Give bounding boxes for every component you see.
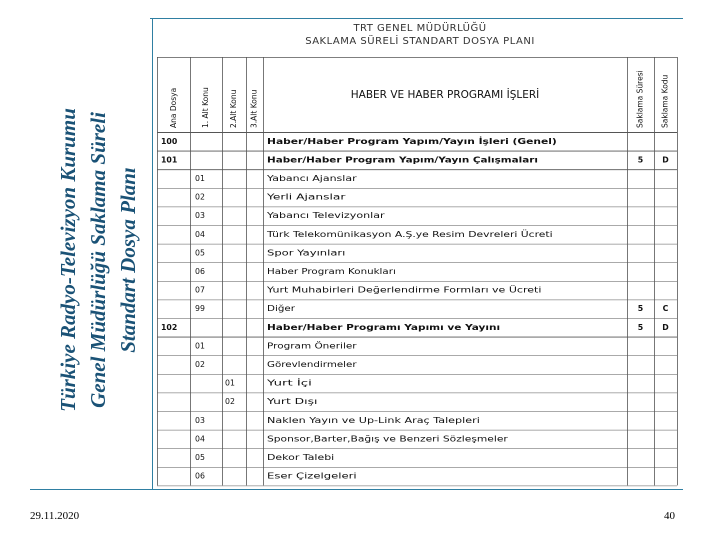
header-alt-konu-2: 2.Alt Konu [229, 89, 238, 128]
row-description: Naklen Yayın ve Up-Link Araç Talepleri [267, 415, 480, 425]
alt-konu-1-code: 02 [195, 192, 205, 202]
row-description: Haber/Haber Programı Yapımı ve Yayını [267, 322, 501, 332]
page-number: 40 [664, 510, 675, 522]
row-description: Yerli Ajanslar [265, 192, 347, 202]
ana-dosya-code: 101 [161, 155, 178, 165]
header-ana-dosya: Ana Dosya [169, 87, 178, 128]
saklama-kodu-value: D [662, 155, 669, 165]
row-description: Program Öneriler [267, 341, 358, 351]
slide-title-line-1: Türkiye Radyo-Televizyon Kurumu [55, 108, 80, 412]
alt-konu-1-code: 06 [195, 471, 205, 481]
saklama-suresi-value: 5 [637, 304, 644, 314]
row-description: Yurt İçi [265, 378, 312, 388]
row-description: Eser Çizelgeleri [267, 471, 357, 481]
row-description: Yurt Muhabirleri Değerlendirme Formları ve Ücreti [265, 285, 542, 295]
slide-title-line-3: Standart Dosya Planı [115, 167, 140, 353]
document-title-line-1: TRT GENEL MÜDÜRLÜĞÜ [353, 23, 487, 34]
ana-dosya-code: 100 [161, 136, 178, 146]
saklama-kodu-value: C [662, 304, 669, 314]
row-description: Türk Telekomünikasyon A.Ş.ye Resim Devreleri Ücreti [265, 229, 553, 239]
header-saklama-suresi: Saklama Süresi [635, 70, 645, 128]
alt-konu-2-code: 02 [225, 397, 235, 407]
ana-dosya-code: 102 [161, 322, 178, 332]
saklama-kodu-value: D [662, 322, 669, 332]
alt-konu-1-code: 01 [195, 341, 205, 351]
slide-title-line-2: Genel Müdürlüğü Saklama Süreli [85, 112, 110, 408]
alt-konu-1-code: 03 [195, 211, 205, 221]
row-description: Haber/Haber Program Yapım/Yayın Çalışmaları [267, 155, 539, 165]
row-description: Diğer [267, 304, 297, 314]
saklama-suresi-value: 5 [637, 322, 644, 332]
footer-date: 29.11.2020 [30, 510, 80, 522]
alt-konu-1-code: 05 [195, 248, 205, 258]
row-description: Dekor Talebi [267, 453, 335, 462]
header-section-title: HABER VE HABER PROGRAMI İŞLERİ [350, 89, 540, 101]
alt-konu-1-code: 99 [195, 304, 205, 314]
top-rule [150, 18, 683, 19]
alt-konu-1-code: 02 [195, 360, 205, 369]
row-description: Haber Program Konukları [267, 267, 396, 276]
row-description: Yabancı Ajanslar [265, 174, 358, 183]
slide-title [50, 40, 152, 480]
alt-konu-1-code: 04 [195, 229, 205, 239]
header-alt-konu-3: 3.Alt Konu [249, 89, 259, 128]
row-description: Görevlendirmeler [267, 360, 358, 369]
alt-konu-1-code: 06 [195, 267, 205, 276]
alt-konu-1-code: 04 [195, 434, 205, 444]
left-divider [152, 18, 153, 490]
header-saklama-kodu: Saklama Kodu [660, 74, 670, 128]
row-description: Yabancı Televizyonlar [265, 211, 386, 221]
saklama-suresi-value: 5 [637, 155, 644, 165]
row-description: Haber/Haber Program Yapım/Yayın İşleri (Genel) [267, 136, 557, 146]
header-alt-konu-1: 1. Alt Konu [201, 87, 210, 128]
row-description: Sponsor,Barter,Bağış ve Benzeri Sözleşmeler [267, 434, 509, 444]
document-scan [157, 20, 683, 490]
document-title-line-2: SAKLAMA SÜRELİ STANDART DOSYA PLANI [305, 36, 535, 47]
alt-konu-2-code: 01 [225, 378, 235, 388]
row-description: Yurt Dışı [265, 397, 318, 407]
alt-konu-1-code: 03 [195, 415, 205, 425]
alt-konu-1-code: 05 [195, 453, 205, 462]
alt-konu-1-code: 07 [195, 285, 205, 295]
row-description: Spor Yayınları [267, 248, 346, 258]
alt-konu-1-code: 01 [195, 174, 205, 183]
file-plan-table [157, 20, 683, 490]
